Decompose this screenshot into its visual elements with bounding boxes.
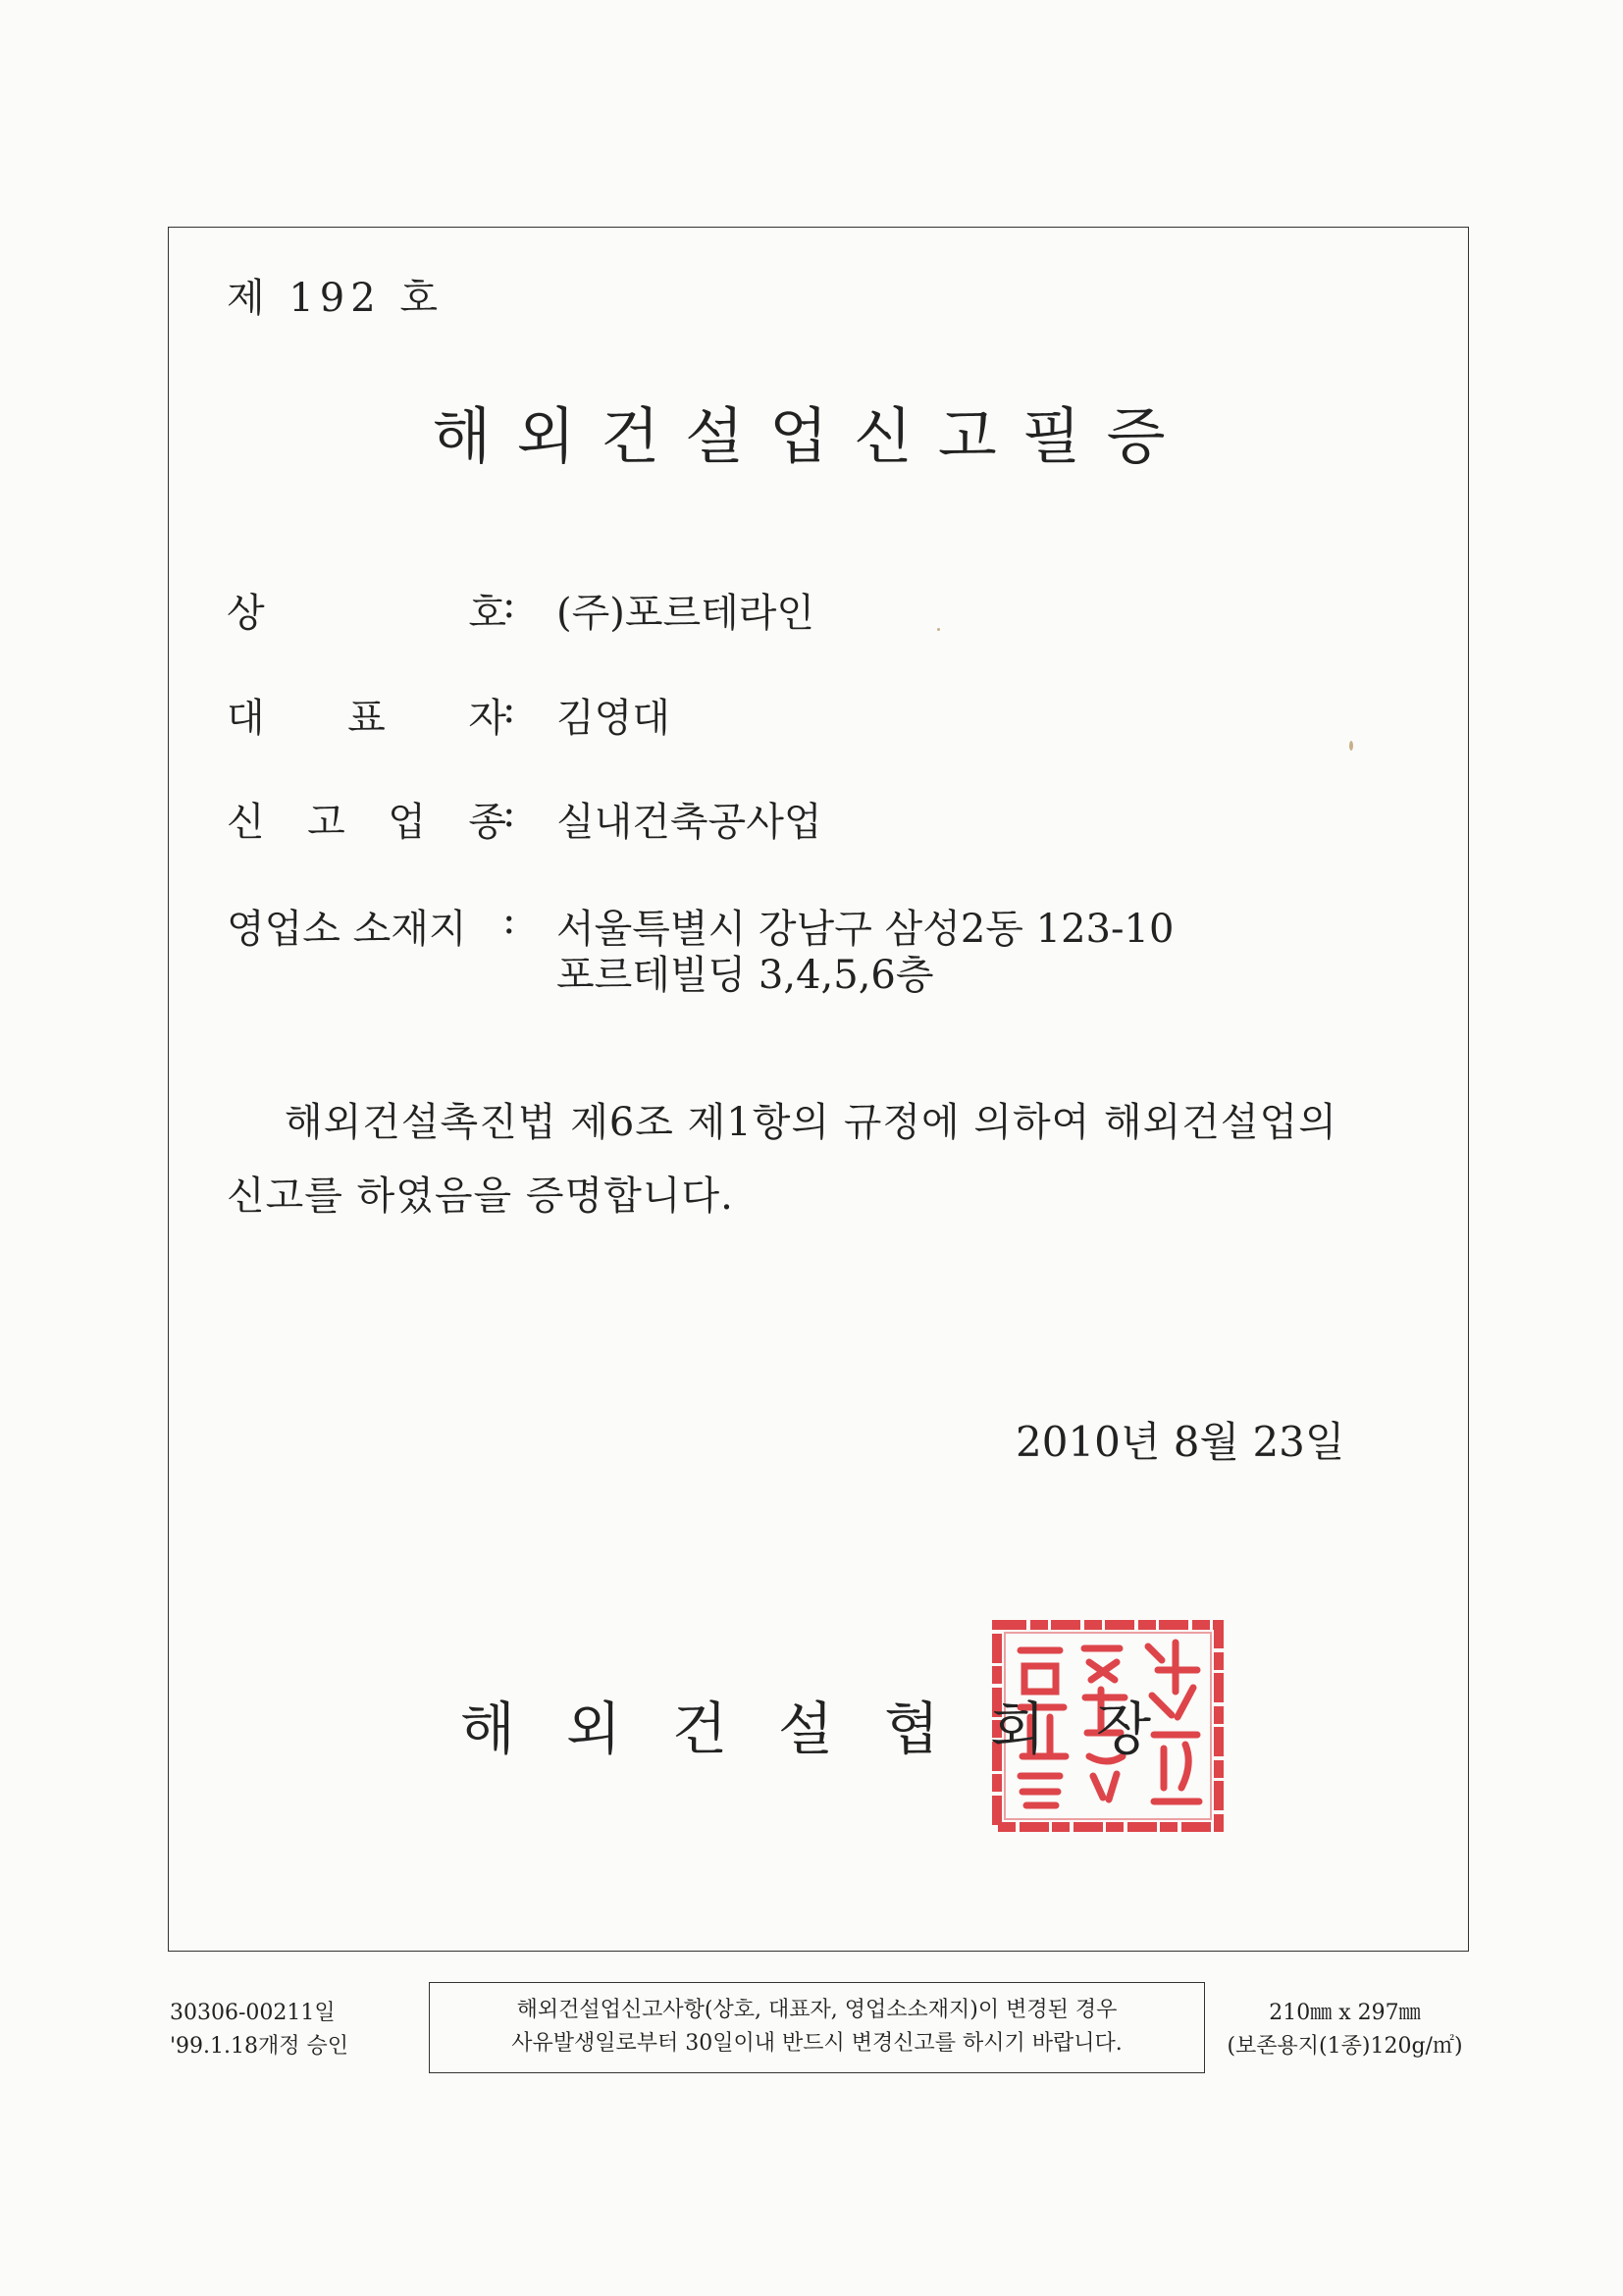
field-colon: :	[502, 791, 516, 836]
field-colon: :	[502, 898, 516, 943]
footer-notice-line-2: 사유발생일로부터 30일이내 반드시 변경신고를 하시기 바랍니다.	[511, 2031, 1123, 2056]
field-value-business-type: 실내건축공사업	[556, 800, 822, 845]
scan-speck	[1349, 741, 1353, 751]
field-value-company-name: (주)포르테라인	[556, 591, 815, 636]
field-value-representative: 김영대	[556, 696, 670, 741]
field-label-representative: 대 표 자	[227, 696, 506, 741]
field-label-business-type: 신 고 업 종	[227, 800, 506, 845]
field-colon: :	[502, 687, 516, 732]
footer-form-code: 30306-00211일 '99.1.18개정 승인	[170, 2001, 349, 2059]
footer-paper-spec: 210㎜ x 297㎜ (보존용지(1종)120g/㎡)	[1227, 2001, 1463, 2059]
issuer-name: 해외건설협회장	[459, 1696, 1203, 1762]
statement-line-2: 신고를 하였음을 증명합니다.	[227, 1174, 734, 1219]
certificate-number: 제 192 호	[227, 276, 445, 321]
footer-notice-box	[429, 1982, 1205, 2073]
footer-notice-line-1: 해외건설업신고사항(상호, 대표자, 영업소소재지)이 변경된 경우	[516, 1998, 1118, 2022]
issue-date: 2010년 8월 23일	[1016, 1418, 1345, 1466]
certificate-title: 해외건설업신고필증	[432, 400, 1191, 472]
field-value-address-line-2: 포르테빌딩 3,4,5,6층	[556, 953, 934, 998]
scan-speck	[937, 628, 940, 631]
field-label-office-address: 영업소 소재지	[227, 907, 467, 952]
field-label-company-name: 상 호	[227, 591, 506, 636]
statement-line-1: 해외건설촉진법 제6조 제1항의 규정에 의하여 해외건설업의	[285, 1100, 1337, 1145]
field-value-address-line-1: 서울특별시 강남구 삼성2동 123-10	[556, 907, 1175, 952]
field-colon: :	[502, 582, 516, 627]
